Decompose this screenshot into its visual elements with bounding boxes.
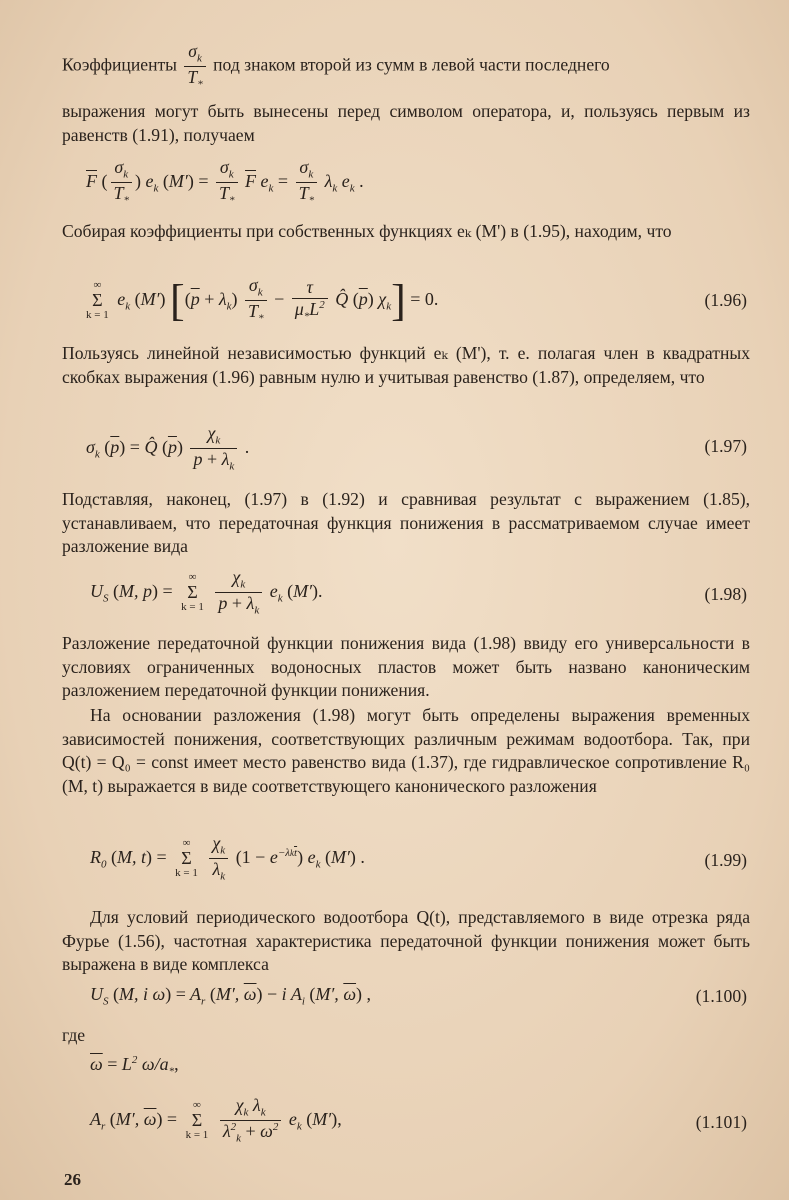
sigma-over-t-fraction: $\frac{\sigma_k}{T_*}$ [184,42,205,91]
paragraph-1 [62,42,750,91]
equation-number-1-97: (1.97) [704,436,747,456]
page-number: 26 [64,1170,81,1189]
paragraph-4: Подставляя, наконец, (1.97) в (1.92) и сравнивая результат с выражением (1.85), устанавливаем, что передаточная функция понижения в рассматриваемом случае имеет разложение вида [62,489,750,556]
paragraph-7: Для условий периодического водоотбора Q(t), представляемого в виде отрезка ряда Фурье (1.56), частотная характеристика передаточной функции понижения может быть выражена в виде комплекса [62,907,750,974]
equation-1-96: ∞ Σ k = 1 $e_k$ (M′) [$(\overline{p} + \lambda_k)$ $\frac{\sigma_k}{T_*}$ − $\frac{\tau}{\mu_*L^2}$ Q̂ $(\overline{p}) \chi_k] = 0$. (1.96) [86,275,747,326]
equation-number-1-96: (1.96) [704,290,747,310]
paragraph-3: Пользуясь линейной независимостью функций eₖ (M'), т. е. полагая член в квадратных скобках выражения (1.96) равным нулю и учитывая равенство (1.87), определяем, что [62,343,750,387]
equation-number-1-100: (1.100) [695,986,747,1006]
paragraph-6: На основании разложения (1.98) могут быть определены выражения временных зависимостей понижения, соответствующих различным режимам водоотбора. Так, при Q(t) = Q₀ = const имеет место равенство вида (1.37), где гидравлическое сопротивление R₀ (M, t) выражается в виде соответствующего канонического разложения [62,705,750,796]
equation-1-101: $A_r$ (M′, $\overline{\omega}$) = ∞ Σ k = 1 $\frac{\chi_k \lambda_k}{\lambda^2_k + \overline{\omega}^2}$ $e_k$ (M′), (1.101) [90,1095,747,1145]
equation-number-1-98: (1.98) [704,584,747,604]
paragraph-1-continued: под знаком второй из сумм в левой части последнего [213,54,610,75]
equation-omega-definition: $\overline{\omega} = L^2$ $\omega/a_*$, [90,1054,179,1078]
equation-1-98: $U_S$ (M, p) = ∞ Σ k = 1 $\frac{\chi_k}{\overline{p} + \lambda_k}$ $e_k$ (M′). (1.98) [90,567,747,617]
equation-1-97: $\sigma_k$ $(\overline{p})$ = Q̂ $(\overline{p})$ $\frac{\chi_k}{\overline{p} + \lambda_k}$ . (1.97) [86,423,747,473]
equation-operator: $\overline{F}$ ( $\frac{\sigma_k}{T_*}$ ) $e_k$ (M′) = $\frac{\sigma_k}{T_*}$ $\overline{F}$ $e_k$ = $\frac{\sigma_k}{T_*}$ $\lambda_k$ $e_k$ . [86,157,364,207]
equation-1-100: $U_S$ (M, i $\omega) = A_r$ (M′, $\overline{\omega}) - i$ $A_i$ (M′, $\overline{\omega}$) , (1.100) [90,984,747,1008]
equation-1-99: $R_0$ (M, t) = ∞ Σ k = 1 $\frac{\chi_k}{\lambda_k}$ $(1 - e^{-\lambda k\overline{t}})$ $e_k$ (M′) . (1.99) [90,833,747,883]
where-label: где [62,1025,86,1045]
paragraph-1-start: Коэффициенты [62,54,177,75]
paragraph-5: Разложение передаточной функции понижения вида (1.98) ввиду его универсальности в условиях ограниченных водоносных пластов может быть названо каноническим разложением передаточной функции понижения. [62,633,750,700]
equation-number-1-99: (1.99) [704,850,747,870]
paragraph-1-rest: выражения могут быть вынесены перед символом оператора, и, пользуясь первым из равенств (1.91), получаем [62,101,750,145]
paragraph-2: Собирая коэффициенты при собственных функциях eₖ (M') в (1.95), находим, что [62,221,672,241]
equation-number-1-101: (1.101) [695,1112,747,1132]
